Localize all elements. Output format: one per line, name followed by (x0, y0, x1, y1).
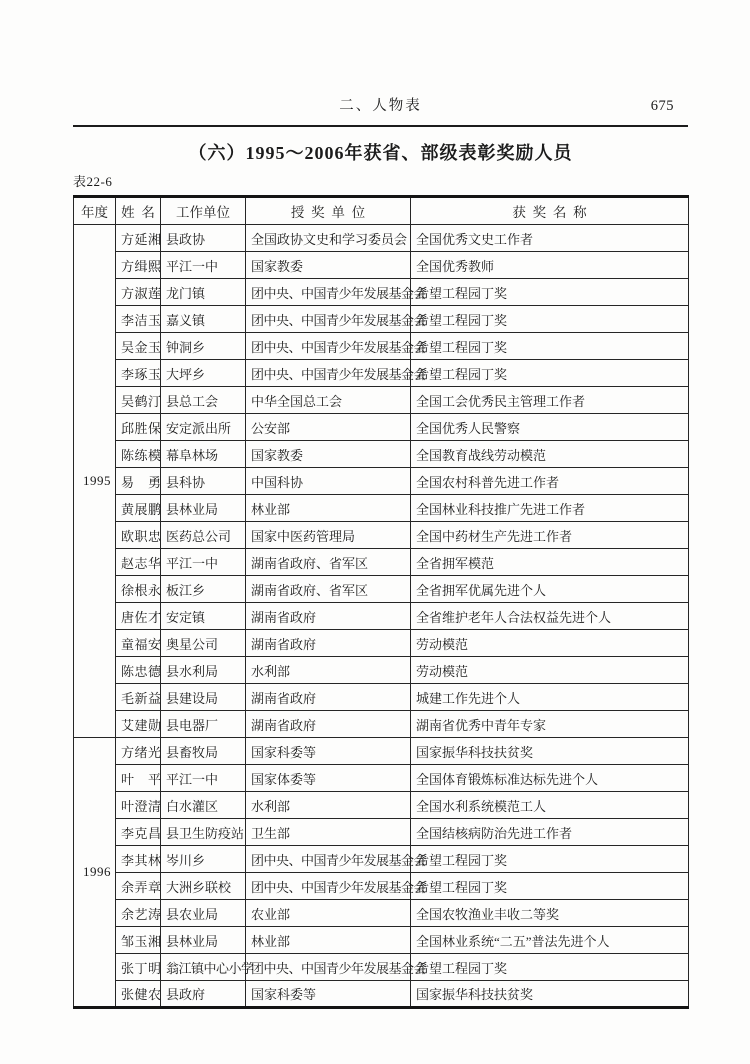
work-unit-cell: 县卫生防疫站 (161, 819, 246, 846)
work-unit-cell: 平江一中 (161, 252, 246, 279)
table-body (74, 225, 689, 1008)
award-name-cell: 全国结核病防治先进工作者 (411, 819, 689, 846)
award-name-cell: 希望工程园丁奖 (411, 279, 689, 306)
column-header-award-name: 获 奖 名 称 (411, 197, 689, 225)
award-name-cell: 全国优秀教师 (411, 252, 689, 279)
header-row (74, 197, 689, 225)
awarding-unit-cell: 湖南省政府、省军区 (246, 576, 411, 603)
award-name-cell: 劳动模范 (411, 630, 689, 657)
table-row (74, 927, 689, 954)
table-row (74, 954, 689, 981)
awarding-unit-cell: 团中央、中国青少年发展基金会 (246, 360, 411, 387)
awarding-unit-cell: 湖南省政府 (246, 603, 411, 630)
name-cell: 赵志华 (116, 549, 161, 576)
award-name-cell: 希望工程园丁奖 (411, 306, 689, 333)
awarding-unit-cell: 农业部 (246, 900, 411, 927)
table-row (74, 684, 689, 711)
award-name-cell: 全省拥军优属先进个人 (411, 576, 689, 603)
name-cell: 欧职忠 (116, 522, 161, 549)
work-unit-cell: 岑川乡 (161, 846, 246, 873)
section-title: （六）1995～2006年获省、部级表彰奖励人员 (188, 143, 573, 163)
awarding-unit-cell: 团中央、中国青少年发展基金会 (246, 846, 411, 873)
awarding-unit-cell: 湖南省政府 (246, 684, 411, 711)
table-row (74, 738, 689, 765)
work-unit-cell: 安定派出所 (161, 414, 246, 441)
name-cell: 唐佐才 (116, 603, 161, 630)
awarding-unit-cell: 全国政协文史和学习委员会 (246, 225, 411, 252)
awarding-unit-cell: 国家科委等 (246, 981, 411, 1008)
name-cell: 方缉熙 (116, 252, 161, 279)
awarding-unit-cell: 国家体委等 (246, 765, 411, 792)
name-cell: 艾建勋 (116, 711, 161, 738)
work-unit-cell: 嘉义镇 (161, 306, 246, 333)
award-name-cell: 全省拥军模范 (411, 549, 689, 576)
award-name-cell: 劳动模范 (411, 657, 689, 684)
work-unit-cell: 县政府 (161, 981, 246, 1008)
table-row (74, 360, 689, 387)
table-row (74, 333, 689, 360)
work-unit-cell: 县电器厂 (161, 711, 246, 738)
awarding-unit-cell: 团中央、中国青少年发展基金会 (246, 954, 411, 981)
table-row (74, 819, 689, 846)
name-cell: 吴金玉 (116, 333, 161, 360)
name-cell: 方延湘 (116, 225, 161, 252)
table-row (74, 846, 689, 873)
table-row (74, 387, 689, 414)
work-unit-cell: 龙门镇 (161, 279, 246, 306)
table-row (74, 495, 689, 522)
name-cell: 徐根永 (116, 576, 161, 603)
name-cell: 余艺涛 (116, 900, 161, 927)
awarding-unit-cell: 中国科协 (246, 468, 411, 495)
work-unit-cell: 县政协 (161, 225, 246, 252)
award-name-cell: 全国林业科技推广先进工作者 (411, 495, 689, 522)
awarding-unit-cell: 国家科委等 (246, 738, 411, 765)
work-unit-cell: 县林业局 (161, 927, 246, 954)
name-cell: 张丁明 (116, 954, 161, 981)
table-row (74, 252, 689, 279)
column-header-year: 年度 (74, 197, 116, 225)
award-name-cell: 全国教育战线劳动模范 (411, 441, 689, 468)
awarding-unit-cell: 卫生部 (246, 819, 411, 846)
awarding-unit-cell: 湖南省政府 (246, 630, 411, 657)
year-cell: 1995 (74, 225, 116, 738)
name-cell: 张健农 (116, 981, 161, 1008)
award-name-cell: 全国体育锻炼标准达标先进个人 (411, 765, 689, 792)
award-name-cell: 全国工会优秀民主管理工作者 (411, 387, 689, 414)
work-unit-cell: 板江乡 (161, 576, 246, 603)
table-row (74, 549, 689, 576)
table-row (74, 522, 689, 549)
work-unit-cell: 大坪乡 (161, 360, 246, 387)
name-cell: 李琢玉 (116, 360, 161, 387)
column-header-name: 姓 名 (116, 197, 161, 225)
work-unit-cell: 大洲乡联校 (161, 873, 246, 900)
year-cell: 1996 (74, 738, 116, 1008)
award-name-cell: 希望工程园丁奖 (411, 954, 689, 981)
award-name-cell: 全国中药材生产先进工作者 (411, 522, 689, 549)
awarding-unit-cell: 湖南省政府、省军区 (246, 549, 411, 576)
table-label: 表22-6 (73, 174, 113, 189)
award-name-cell: 全省维护老年人合法权益先进个人 (411, 603, 689, 630)
award-name-cell: 国家振华科技扶贫奖 (411, 981, 689, 1008)
awarding-unit-cell: 林业部 (246, 495, 411, 522)
work-unit-cell: 县畜牧局 (161, 738, 246, 765)
table-row (74, 873, 689, 900)
table-row (74, 603, 689, 630)
table-header (74, 197, 689, 225)
table-row (74, 414, 689, 441)
work-unit-cell: 幕阜林场 (161, 441, 246, 468)
table-row (74, 765, 689, 792)
work-unit-cell: 平江一中 (161, 765, 246, 792)
name-cell: 李洁玉 (116, 306, 161, 333)
awarding-unit-cell: 水利部 (246, 792, 411, 819)
award-name-cell: 城建工作先进个人 (411, 684, 689, 711)
name-cell: 邹玉湘 (116, 927, 161, 954)
running-head: 二、人物表 (339, 98, 422, 114)
awarding-unit-cell: 团中央、中国青少年发展基金会 (246, 333, 411, 360)
name-cell: 易 勇 (116, 468, 161, 495)
award-name-cell: 全国水利系统模范工人 (411, 792, 689, 819)
table-row (74, 306, 689, 333)
name-cell: 李其林 (116, 846, 161, 873)
awarding-unit-cell: 国家教委 (246, 441, 411, 468)
name-cell: 陈忠德 (116, 657, 161, 684)
work-unit-cell: 翁江镇中心小学 (161, 954, 246, 981)
name-cell: 毛新益 (116, 684, 161, 711)
name-cell: 方淑莲 (116, 279, 161, 306)
awarding-unit-cell: 湖南省政府 (246, 711, 411, 738)
awarding-unit-cell: 团中央、中国青少年发展基金会 (246, 873, 411, 900)
table-row (74, 576, 689, 603)
table-row (74, 279, 689, 306)
work-unit-cell: 县总工会 (161, 387, 246, 414)
work-unit-cell: 白水灌区 (161, 792, 246, 819)
name-cell: 吴鹤汀 (116, 387, 161, 414)
award-name-cell: 全国优秀文史工作者 (411, 225, 689, 252)
page-content (73, 97, 688, 1009)
work-unit-cell: 奥星公司 (161, 630, 246, 657)
award-name-cell: 全国农村科普先进工作者 (411, 468, 689, 495)
table-row (74, 225, 689, 252)
work-unit-cell: 县水利局 (161, 657, 246, 684)
work-unit-cell: 医药总公司 (161, 522, 246, 549)
header-rule (73, 125, 688, 127)
name-cell: 李克昌 (116, 819, 161, 846)
table-row (74, 630, 689, 657)
running-head-row (73, 97, 688, 115)
award-name-cell: 全国农牧渔业丰收二等奖 (411, 900, 689, 927)
work-unit-cell: 县农业局 (161, 900, 246, 927)
award-name-cell: 希望工程园丁奖 (411, 873, 689, 900)
column-header-awarding-unit: 授 奖 单 位 (246, 197, 411, 225)
name-cell: 叶 平 (116, 765, 161, 792)
awards-table (73, 195, 689, 1009)
awarding-unit-cell: 团中央、中国青少年发展基金会 (246, 306, 411, 333)
table-row (74, 792, 689, 819)
award-name-cell: 希望工程园丁奖 (411, 333, 689, 360)
table-row (74, 711, 689, 738)
award-name-cell: 国家振华科技扶贫奖 (411, 738, 689, 765)
awarding-unit-cell: 水利部 (246, 657, 411, 684)
column-header-work-unit: 工作单位 (161, 197, 246, 225)
award-name-cell: 全国林业系统“二五”普法先进个人 (411, 927, 689, 954)
work-unit-cell: 平江一中 (161, 549, 246, 576)
table-row (74, 981, 689, 1008)
awarding-unit-cell: 林业部 (246, 927, 411, 954)
table-row (74, 441, 689, 468)
name-cell: 方绪光 (116, 738, 161, 765)
awarding-unit-cell: 国家教委 (246, 252, 411, 279)
award-name-cell: 湖南省优秀中青年专家 (411, 711, 689, 738)
table-row (74, 657, 689, 684)
award-name-cell: 全国优秀人民警察 (411, 414, 689, 441)
work-unit-cell: 钟洞乡 (161, 333, 246, 360)
table-row (74, 468, 689, 495)
award-name-cell: 希望工程园丁奖 (411, 846, 689, 873)
award-name-cell: 希望工程园丁奖 (411, 360, 689, 387)
name-cell: 童福安 (116, 630, 161, 657)
table-row (74, 900, 689, 927)
name-cell: 叶澄清 (116, 792, 161, 819)
awarding-unit-cell: 公安部 (246, 414, 411, 441)
awarding-unit-cell: 国家中医药管理局 (246, 522, 411, 549)
name-cell: 陈练模 (116, 441, 161, 468)
work-unit-cell: 县科协 (161, 468, 246, 495)
page-number: 675 (650, 98, 674, 114)
name-cell: 邱胜保 (116, 414, 161, 441)
name-cell: 余弄章 (116, 873, 161, 900)
awarding-unit-cell: 中华全国总工会 (246, 387, 411, 414)
work-unit-cell: 县林业局 (161, 495, 246, 522)
work-unit-cell: 县建设局 (161, 684, 246, 711)
name-cell: 黄展鹏 (116, 495, 161, 522)
awarding-unit-cell: 团中央、中国青少年发展基金会 (246, 279, 411, 306)
work-unit-cell: 安定镇 (161, 603, 246, 630)
